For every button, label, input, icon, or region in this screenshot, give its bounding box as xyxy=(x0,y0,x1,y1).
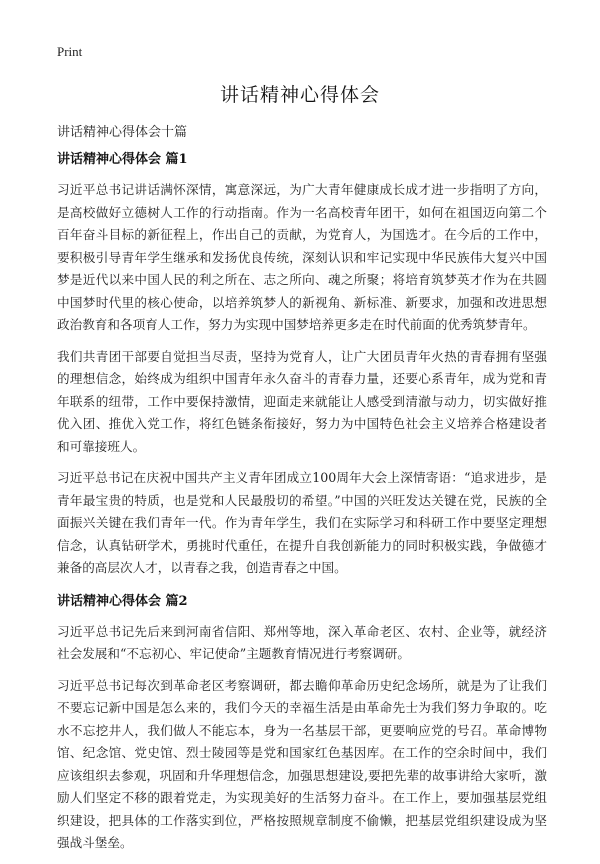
paragraph: 习近平总书记先后来到河南省信阳、郑州等地，深入革命老区、农村、企业等，就经济社会发展和“不忘初心、牢记使命”主题教育情况进行考察调研。 xyxy=(57,623,547,661)
page-title: 讲话精神心得体会 xyxy=(219,84,380,106)
section-1 xyxy=(57,148,547,580)
article-body xyxy=(57,148,547,864)
paragraph: 习近平总书记在庆祝中国共产主义青年团成立100周年大会上深情寄语：“追求进步，是青年最宝贵的特质，也是党和人民最殷切的希望。”中国的兴旺发达关键在党，民族的全面振兴关键在我们青年一代。作为青年学生，我们在实际学习和科研工作中要坚定理想信念，认真钻研学术，勇挑时代重任，在提升自我创新能力的同时积极实践，争做德才兼备的高层次人才，以青春之我，创造青春之中国。 xyxy=(57,470,547,575)
paragraph: 习近平总书记每次到革命老区考察调研，都去瞻仰革命历史纪念场所，就是为了让我们不要忘记新中国是怎么来的，我们今天的幸福生活是由革命先士为我们努力争取的。吃水不忘挖井人，我们做人不能忘本，身为一名基层干部，更要响应党的号召。革命博物馆、纪念馆、党史馆、烈士陵园等是党和国家红色基因库。在工作的空余时间中，我们应该组织去参观，巩固和升华理想信念，加强思想建设,要把先辈的故事讲给大家听，激励人们坚定不移的跟着党走，为实现美好的生活努力奋斗。在工作上，要加强基层党组织建设，把具体的工作落实到位，严格按照规章制度不偷懒，把基层党组织建设成为坚强战斗堡垒。 xyxy=(57,677,547,850)
paragraph: 习近平总书记讲话满怀深情，寓意深远，为广大青年健康成长成才进一步指明了方向，是高校做好立德树人工作的行动指南。作为一名高校青年团干，如何在祖国迈向第二个百年奋斗目标的新征程上，作出自己的贡献，为党育人，为国选才。在今后的工作中，要积极引导青年学生继承和发扬优良传统，深刻认识和牢记实现中华民族伟大复兴中国梦是近代以来中国人民的利之所在、志之所向、魂之所聚；将培育筑梦英才作为在共圆中国梦时代里的核心使命，以培养筑梦人的新视角、新标准、新要求，加强和改进思想政治教育和各项育人工作，努力为实现中国梦培养更多走在时代前面的优秀筑梦青年。 xyxy=(57,182,547,332)
section-heading: 讲话精神心得体会 篇2 xyxy=(57,593,188,609)
section-2 xyxy=(57,590,547,855)
print-link[interactable]: Print xyxy=(57,44,83,59)
section-heading: 讲话精神心得体会 篇1 xyxy=(57,152,188,167)
paragraph: 我们共青团干部要自觉担当尽责，坚持为党育人，让广大团员青年火热的青春拥有坚强的理想信念，始终成为组织中国青年永久奋斗的青春力量，还要心系青年，成为党和青年联系的纽带，工作中要保持激情，迎面走来就能让人感受到清澈与动力，切实做好推优入团、推优入党工作，将红色链条衔接好，努力为中国特色社会主义培养合格建设者和可靠接班人。 xyxy=(57,348,547,454)
document-subtitle: 讲话精神心得体会十篇 xyxy=(57,125,188,140)
